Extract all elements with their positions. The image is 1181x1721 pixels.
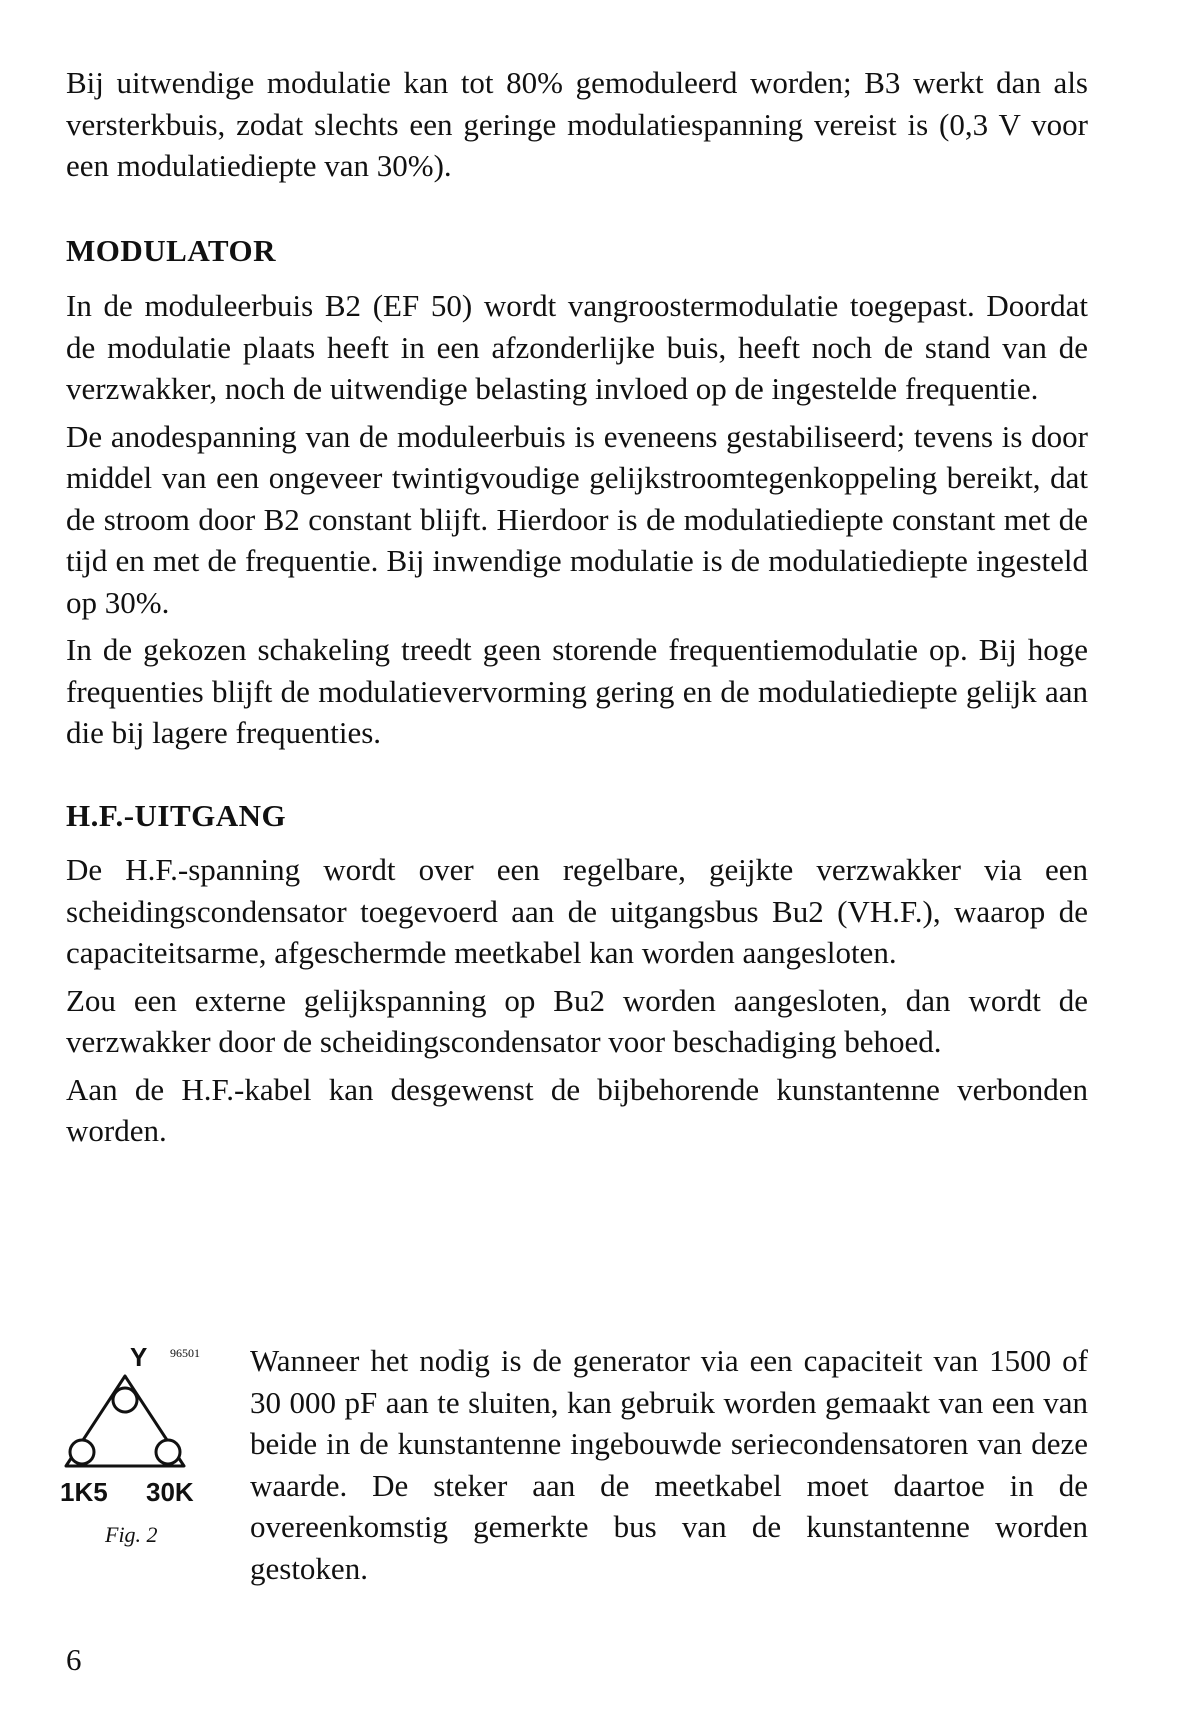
modulator-heading: MODULATOR	[66, 233, 277, 268]
modulator-paragraph-3: In de gekozen schakeling treedt geen storende frequentiemodulatie op. Bij hoge frequenties blijft de modulatievervorming gering en de modulatiediepte gelijk aan die bij lagere frequenties.	[66, 632, 1088, 750]
modulator-paragraph-1: In de moduleerbuis B2 (EF 50) wordt vangroostermodulatie toegepast. Doordat de modulatie plaats heeft in een afzonderlijke buis, heeft noch de stand van de verzwakker, noch de uitwendige belasting invloed op de ingestelde frequentie.	[66, 288, 1088, 406]
hf-output-paragraph-3: Aan de H.F.-kabel kan desgewenst de bijbehorende kunstantenne verbonden worden.	[66, 1071, 1088, 1148]
hf-output-paragraph-1: De H.F.-spanning wordt over een regelbare, geijkte verzwakker via een scheidingscondensator toegevoerd aan de uitgangsbus Bu2 (VH.F.), waarop de capaciteitsarme, afgeschermde meetkabel kan worden aangesloten.	[66, 852, 1088, 970]
figure-left-label: 1K5	[60, 1477, 108, 1507]
socket-diagram-icon	[60, 1372, 190, 1472]
intro-paragraph: Bij uitwendige modulatie kan tot 80% gemoduleerd worden; B3 werkt dan als versterkbuis, zodat slechts een geringe modulatiespanning vereist is (0,3 V voor een modulatiediepte van 30%).	[66, 65, 1088, 183]
figure-top-label: Y	[130, 1342, 148, 1372]
figure-2	[60, 1342, 235, 1592]
page-number: 6	[66, 1642, 82, 1677]
hf-output-heading: H.F.-UITGANG	[66, 798, 287, 833]
hf-output-paragraph-2: Zou een externe gelijkspanning op Bu2 worden aangesloten, dan wordt de verzwakker door de scheidingscondensator voor beschadiging behoed.	[66, 982, 1088, 1059]
modulator-section	[66, 285, 1088, 754]
figure-part-number: 96501	[170, 1346, 200, 1360]
figure-right-label: 30K	[146, 1477, 194, 1507]
figure-caption: Fig. 2	[105, 1522, 158, 1547]
intro-section	[66, 62, 1088, 187]
hf-output-section	[66, 849, 1088, 1152]
modulator-paragraph-2: De anodespanning van de moduleerbuis is eveneens gestabiliseerd; tevens is door middel van een ongeveer twintigvoudige gelijkstroomtegenkoppeling bereikt, dat de stroom door B2 constant blijft. Hierdoor is de modulatiediepte constant met de tijd en met de frequentie. Bij inwendige modulatie is de modulatiediepte ingesteld op 30%.	[66, 418, 1088, 620]
hf-output-paragraph-4: Wanneer het nodig is de generator via een capaciteit van 1500 of 30 000 pF aan te sluiten, kan gebruik worden gemaakt van een van beide in de kunstantenne ingebouwde seriecondensatoren van deze waarde. De steker aan de meetkabel moet daartoe in de overeenkomstig gemerkte bus van de kunstantenne worden gestoken.	[250, 1343, 1088, 1586]
